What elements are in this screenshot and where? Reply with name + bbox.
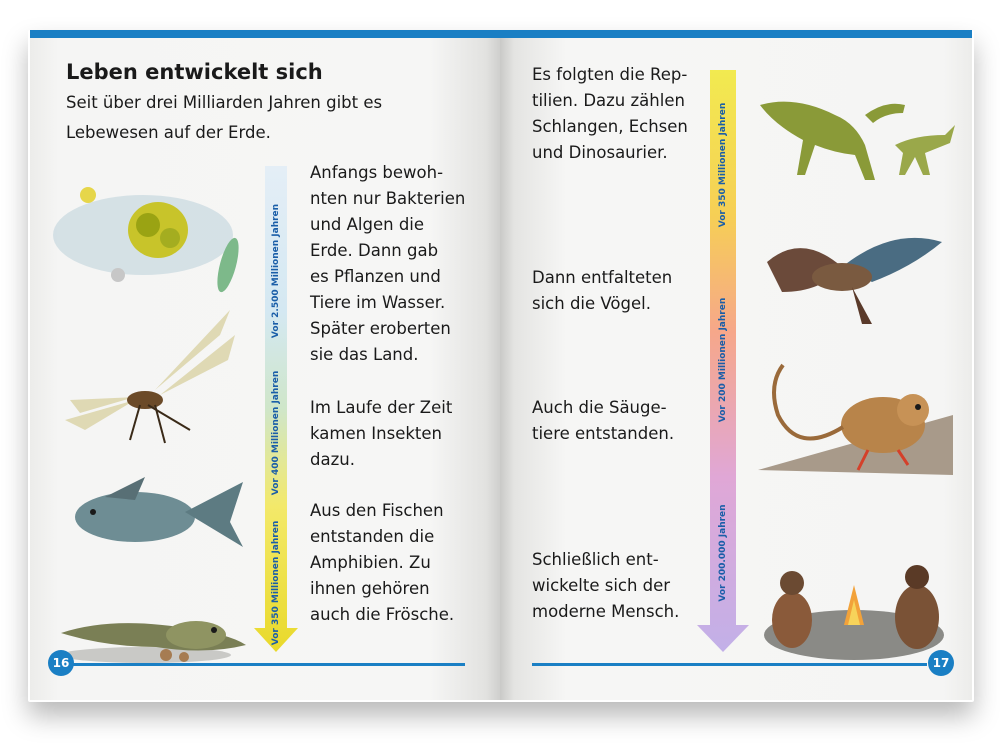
mammal-illustration (758, 355, 953, 475)
top-stripe-right (500, 30, 972, 38)
timeline-label: Vor 2.500 Millionen Jahren (271, 203, 281, 339)
fish-illustration (65, 462, 245, 557)
paragraph-bacteria: Anfangs bewoh- nten nur Bakterien und Algen die Erde. Dann gab es Pflanzen und Tiere im Wasser. Später eroberten sie das Land. (310, 163, 466, 364)
timeline-arrow-right (695, 70, 751, 655)
bacteria-algae-illustration (48, 170, 248, 300)
right-page (500, 30, 972, 700)
dinosaur-illustration (755, 75, 960, 190)
footer-line-right (532, 663, 927, 666)
timeline-label: Vor 200.000 Jahren (718, 504, 728, 602)
timeline-label: Vor 200 Millionen Jahren (718, 297, 728, 423)
page-subtitle: Seit über drei Milliarden Jahren gibt es Lebewesen auf der Erde. (66, 93, 383, 142)
paragraph-reptiles: Es folgten die Rep- tilien. Dazu zählen Schlangen, Echsen und Dinosaurier. (532, 65, 688, 162)
page-title: Leben entwickelt sich (66, 60, 323, 84)
paragraph-insects: Im Laufe der Zeit kamen Insekten dazu. (310, 398, 453, 469)
early-humans-illustration (762, 555, 947, 665)
paragraph-amphibians: Aus den Fischen entstanden die Amphibien. Zu ihnen gehören auch die Frösche. (310, 501, 455, 624)
amphibian-illustration (56, 585, 251, 665)
page-number-right: 17 (928, 650, 954, 676)
footer-line-left (70, 663, 465, 666)
timeline-label: Vor 400 Millionen Jahren (271, 370, 281, 496)
timeline-label: Vor 350 Millionen Jahren (271, 520, 281, 646)
timeline-arrow-left (252, 166, 300, 656)
top-stripe-left (30, 30, 500, 38)
bird-illustration (762, 212, 947, 327)
paragraph-mammals: Auch die Säuge- tiere entstanden. (532, 398, 675, 443)
paragraph-birds: Dann entfalteten sich die Vögel. (532, 268, 673, 313)
timeline-label: Vor 350 Millionen Jahren (718, 102, 728, 228)
page-number-left: 16 (48, 650, 74, 676)
left-page (30, 30, 500, 700)
dragonfly-illustration (60, 305, 235, 445)
paragraph-humans: Schließlich ent- wickelte sich der moderne Mensch. (532, 550, 680, 621)
